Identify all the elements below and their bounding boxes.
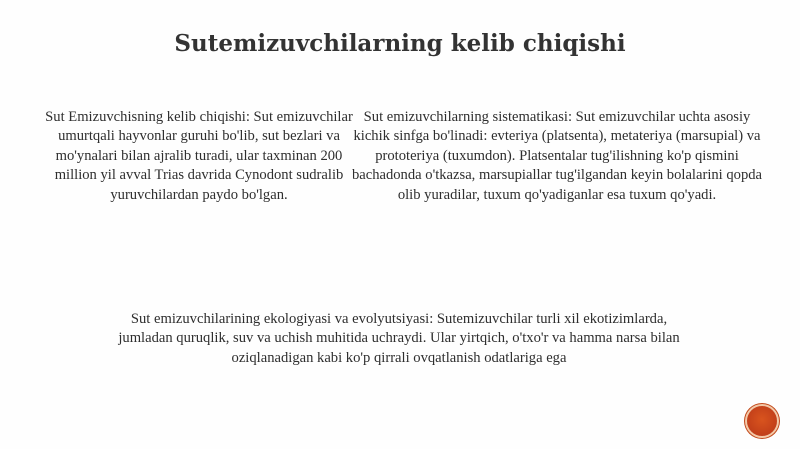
text-block-origin: Sut Emizuvchisning kelib chiqishi: Sut emizuvchilar umurtqali hayvonlar guruhi bo'lib, sut bezlari va mo'ynalari bilan ajralib turadi, ular taxminan 200 million yil avval Trias davrida Cynodont sudralib yuruvchilardan paydo bo'lgan. [45,109,353,203]
slide-title: Sutemizuvchilarning kelib chiqishi [174,30,626,57]
text-block-ecology: Sut emizuvchilarining ekologiyasi va evolyutsiyasi: Sutemizuvchilar turli xil ekotizimlarda, jumladan quruqlik, suv va uchish muhitida uchraydi. Ular yirtqich, o'txo'r va hamma narsa bilan oziqlanadigan kabi ko'p qirrali ovqatlanish odatlariga ega [118,311,680,366]
text-block-systematics: Sut emizuvchilarning sistematikasi: Sut emizuvchilar uchta asosiy kichik sinfga bo'linadi: evteriya (platsenta), metateriya (marsupial) va prototeriya (tuxumdon). Platsentalar tug'ilishning ko'p qismini bachadonda o'tkazsa, marsupiallar tug'ilgandan keyin bolalarini qopda olib yuradilar, tuxum qo'yadiganlar esa tuxum qo'yadi. [351,109,763,203]
next-slide-icon[interactable] [747,406,777,436]
